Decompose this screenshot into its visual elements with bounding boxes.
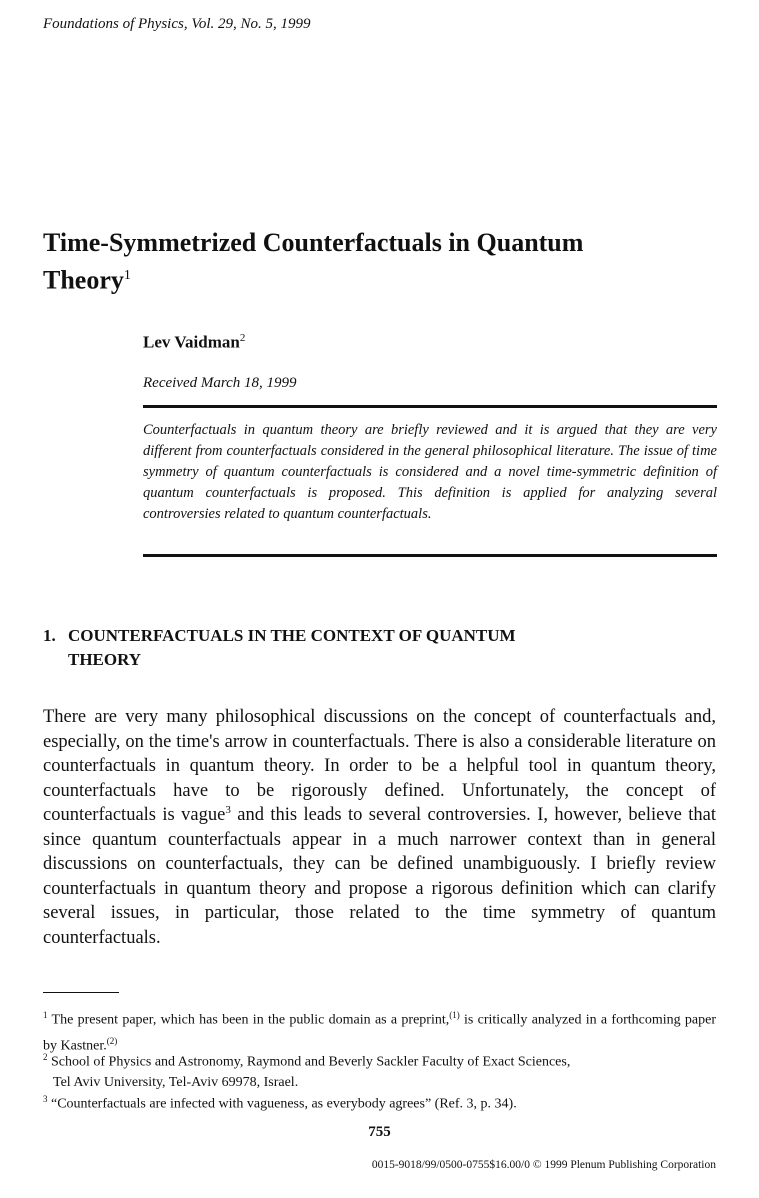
section-title-line-1: COUNTERFACTUALS IN THE CONTEXT OF QUANTUM <box>68 626 516 645</box>
footnote-rule <box>43 992 119 993</box>
footnote-1-ref-b: (2) <box>106 1035 118 1046</box>
title-footnote-mark: 1 <box>123 268 131 283</box>
section-title-line-2: THEORY <box>68 650 142 669</box>
footnote-3-mark: 3 <box>43 1094 48 1104</box>
footnote-2 <box>43 1047 716 1093</box>
section-number: 1. <box>43 626 56 645</box>
page-number: 755 <box>368 1124 391 1140</box>
body-paragraph <box>43 705 716 950</box>
body-text-part-1: There are very many philosophical discussions on the concept of counterfactuals and, especially, on the time's arrow in counterfactuals. There is also a considerable literature on counterfactuals in quantum theory. In order to be a helpful tool in quantum theory, counterfactuals have to be rigorously defined. Unfortunately, the concept of counterfactuals is vague <box>43 707 716 825</box>
running-header <box>43 16 311 33</box>
author-name: Lev Vaidman <box>143 332 240 352</box>
footnote-1-ref-a: (1) <box>449 1010 460 1020</box>
footnote-1-mark: 1 <box>43 1010 48 1020</box>
section-heading <box>43 624 516 672</box>
footnote-2-mark: 2 <box>43 1052 48 1062</box>
title-line-1: Time-Symmetrized Counterfactuals in Quantum <box>43 228 584 257</box>
abstract-bottom-rule <box>143 554 717 557</box>
footnote-3 <box>43 1089 716 1115</box>
abstract-top-rule <box>143 405 717 408</box>
journal-issue: , Vol. 29, No. 5, 1999 <box>183 16 311 32</box>
footnote-1-text-b: is critically analyzed in a forthcoming paper by Kastner. <box>43 1012 716 1054</box>
footnote-1-text-a: The present paper, which has been in the public domain as a preprint, <box>51 1012 450 1028</box>
journal-name: Foundations of Physics <box>43 16 184 32</box>
author <box>143 332 245 353</box>
author-footnote-mark: 2 <box>239 332 246 344</box>
publisher-footer <box>372 1159 716 1171</box>
received-date: Received March 18, 1999 <box>143 375 297 391</box>
footnote-2-line-1: School of Physics and Astronomy, Raymond and Beverly Sackler Faculty of Exact Sciences, <box>51 1054 571 1070</box>
title-line-2: Theory <box>43 265 124 295</box>
paper-title <box>43 226 683 297</box>
copyright: © 1999 Plenum Publishing Corporation <box>532 1159 716 1171</box>
publication-code: 0015-9018/99/0500-0755$16.00/0 <box>371 1159 530 1171</box>
body-footnote-mark: 3 <box>225 803 231 816</box>
footnote-3-text: “Counterfactuals are infected with vagueness, as everybody agrees” (Ref. 3, p. 34). <box>51 1096 517 1112</box>
body-text-part-2: and this leads to several controversies. I, however, believe that since quantum counterfactuals appear in a much narrower context than in general discussions on counterfactuals, they can be defined unambiguously. I briefly review counterfactuals in quantum theory and propose a rigorous definition which can clarify several issues, in particular, those related to the time symmetry of quantum counterfactuals. <box>43 805 716 948</box>
abstract: Counterfactuals in quantum theory are briefly reviewed and it is argued that they are very different from counterfactuals considered in the general philosophical literature. The issue of time symmetry of quantum counterfactuals is considered and a novel time-symmetric definition of quantum counterfactuals is proposed. This definition is applied for analyzing several controversies related to quantum counterfactuals. <box>143 422 717 522</box>
footnote-2-line-2: Tel Aviv University, Tel-Aviv 69978, Israel. <box>53 1074 299 1090</box>
